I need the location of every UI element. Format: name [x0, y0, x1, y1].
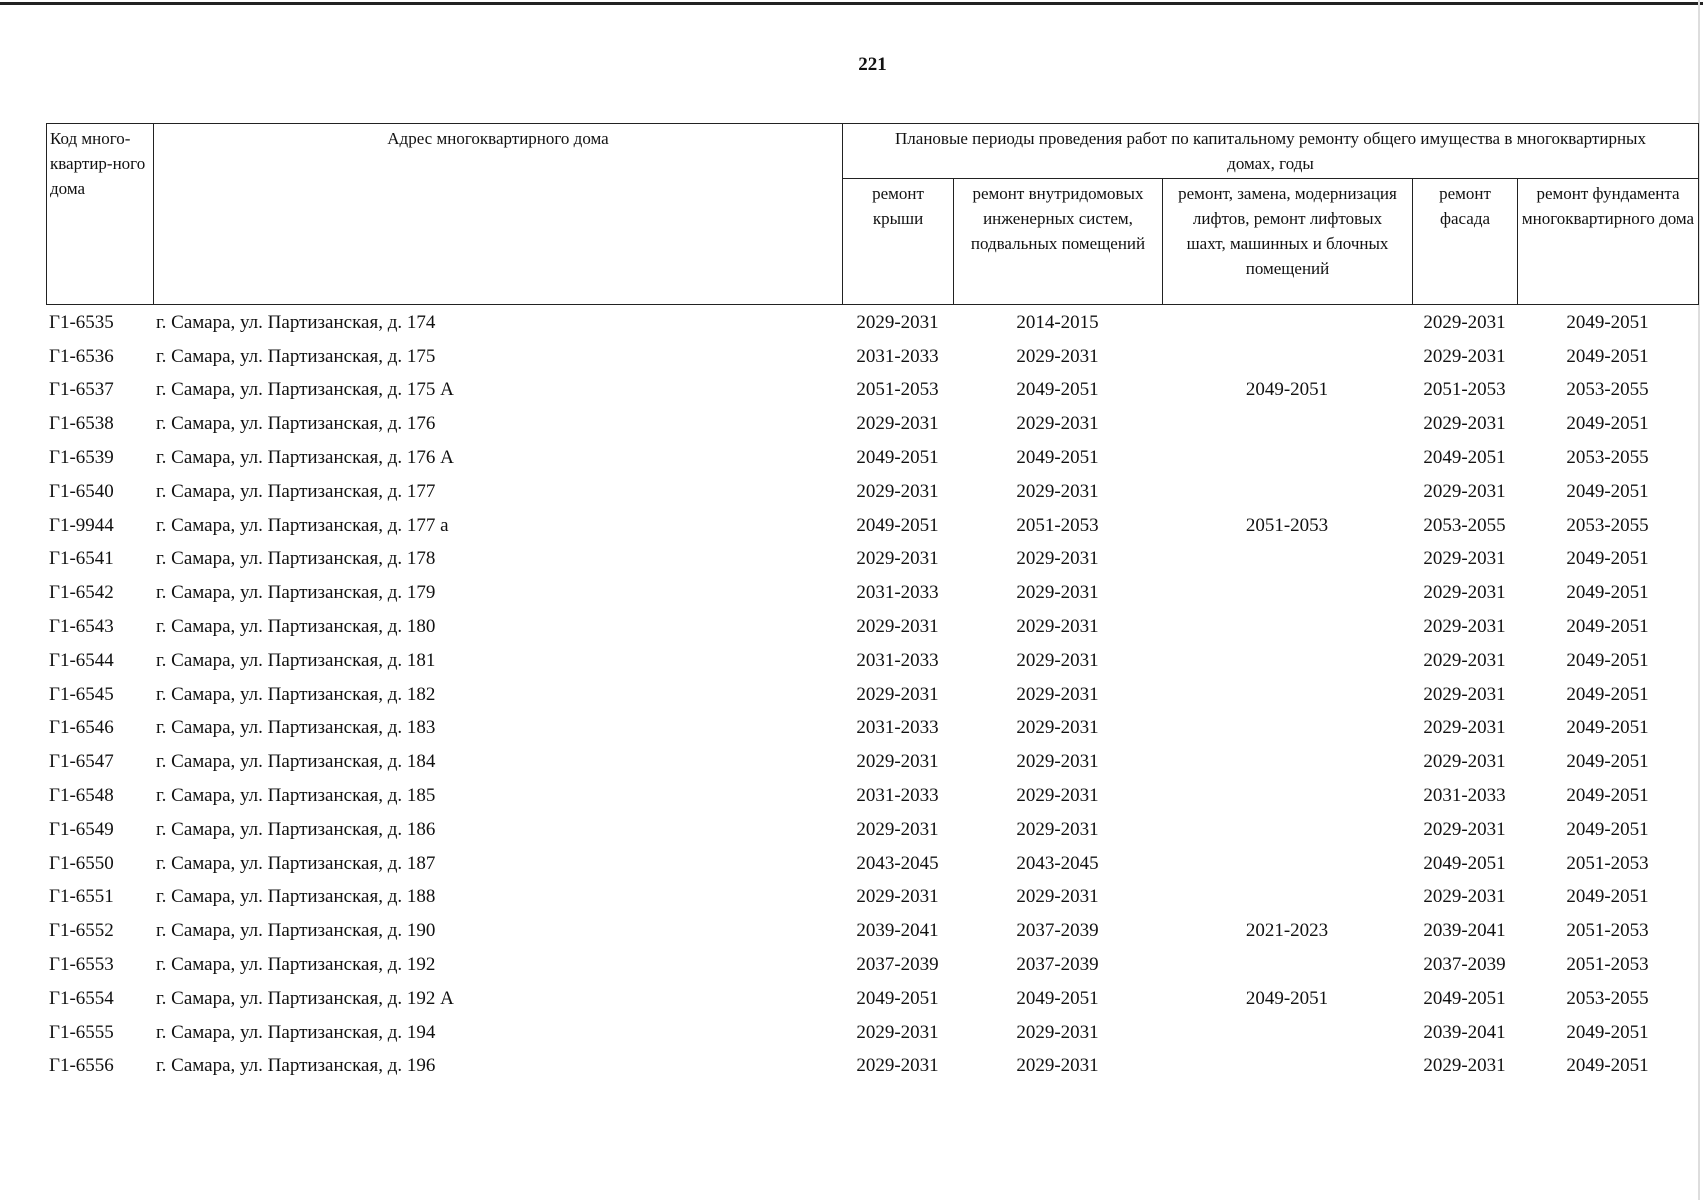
cell-facade: 2029-2031: [1423, 717, 1506, 739]
cell-systems: 2029-2031: [1016, 649, 1099, 671]
cell-code: Г1-6555: [49, 1021, 114, 1043]
table-row: [46, 644, 1698, 678]
data-table-body: [46, 306, 1698, 1083]
cell-facade: 2053-2055: [1423, 514, 1506, 536]
cell-elevators: 2049-2051: [1245, 379, 1329, 401]
cell-code: Г1-9944: [49, 514, 114, 536]
cell-code: Г1-6547: [49, 751, 114, 773]
cell-elevators: [1162, 441, 1412, 475]
cell-foundation: 2049-2051: [1566, 649, 1649, 671]
cell-elevators: [1162, 1016, 1412, 1050]
cell-code: Г1-6551: [49, 886, 114, 908]
table-row: [46, 340, 1698, 374]
cell-foundation: 2051-2053: [1566, 954, 1649, 976]
cell-foundation: 2053-2055: [1566, 987, 1649, 1009]
table-row: [46, 509, 1698, 543]
cell-systems: 2029-2031: [1016, 548, 1099, 570]
cell-elevators: [1162, 847, 1412, 881]
cell-facade: 2029-2031: [1423, 582, 1506, 604]
cell-address: г. Самара, ул. Партизанская, д. 176: [156, 413, 436, 435]
cell-address: г. Самара, ул. Партизанская, д. 188: [156, 886, 436, 908]
cell-facade: 2029-2031: [1423, 1055, 1506, 1077]
cell-elevators: [1162, 340, 1412, 374]
cell-address: г. Самара, ул. Партизанская, д. 183: [156, 717, 436, 739]
cell-systems: 2029-2031: [1016, 480, 1099, 502]
cell-elevators: 2049-2051: [1245, 987, 1329, 1009]
cell-code: Г1-6539: [49, 447, 114, 469]
cell-elevators: [1162, 543, 1412, 577]
cell-roof: 2049-2051: [856, 987, 939, 1009]
cell-code: Г1-6540: [49, 480, 114, 502]
cell-elevators: [1162, 407, 1412, 441]
cell-address: г. Самара, ул. Партизанская, д. 182: [156, 683, 436, 705]
cell-code: Г1-6549: [49, 818, 114, 840]
table-row: [46, 745, 1698, 779]
cell-facade: 2031-2033: [1423, 785, 1506, 807]
cell-facade: 2029-2031: [1423, 548, 1506, 570]
cell-roof: 2029-2031: [856, 818, 939, 840]
cell-facade: 2029-2031: [1423, 751, 1506, 773]
table-row: [46, 914, 1698, 948]
table-row: [46, 1016, 1698, 1050]
cell-foundation: 2049-2051: [1566, 582, 1649, 604]
cell-code: Г1-6553: [49, 954, 114, 976]
table-header: [46, 123, 1699, 305]
cell-code: Г1-6535: [49, 311, 114, 333]
cell-address: г. Самара, ул. Партизанская, д. 187: [156, 852, 436, 874]
cell-foundation: 2049-2051: [1566, 480, 1649, 502]
cell-roof: 2029-2031: [856, 311, 939, 333]
cell-address: г. Самара, ул. Партизанская, д. 179: [156, 582, 436, 604]
cell-facade: 2049-2051: [1423, 852, 1506, 874]
cell-systems: 2049-2051: [1016, 987, 1099, 1009]
cell-foundation: 2049-2051: [1566, 717, 1649, 739]
cell-code: Г1-6546: [49, 717, 114, 739]
table-row: [46, 374, 1698, 408]
cell-elevators: [1162, 475, 1412, 509]
cell-facade: 2039-2041: [1423, 1021, 1506, 1043]
cell-roof: 2029-2031: [856, 886, 939, 908]
cell-facade: 2029-2031: [1423, 818, 1506, 840]
cell-elevators: [1162, 576, 1412, 610]
cell-systems: 2051-2053: [1016, 514, 1099, 536]
cell-systems: 2049-2051: [1016, 447, 1099, 469]
cell-facade: 2051-2053: [1423, 379, 1506, 401]
cell-foundation: 2049-2051: [1566, 616, 1649, 638]
cell-facade: 2029-2031: [1423, 683, 1506, 705]
table-row: [46, 576, 1698, 610]
cell-systems: 2037-2039: [1016, 954, 1099, 976]
cell-systems: 2049-2051: [1016, 379, 1099, 401]
cell-roof: 2029-2031: [856, 1055, 939, 1077]
table-row: [46, 779, 1698, 813]
cell-systems: 2029-2031: [1016, 818, 1099, 840]
cell-code: Г1-6542: [49, 582, 114, 604]
cell-elevators: [1162, 610, 1412, 644]
cell-roof: 2029-2031: [856, 1021, 939, 1043]
cell-address: г. Самара, ул. Партизанская, д. 192 А: [156, 987, 454, 1009]
cell-address: г. Самара, ул. Партизанская, д. 190: [156, 920, 436, 942]
table-row: [46, 881, 1698, 915]
cell-address: г. Самара, ул. Партизанская, д. 178: [156, 548, 436, 570]
cell-address: г. Самара, ул. Партизанская, д. 176 А: [156, 447, 454, 469]
cell-systems: 2029-2031: [1016, 785, 1099, 807]
cell-roof: 2031-2033: [856, 345, 939, 367]
cell-foundation: 2049-2051: [1566, 1021, 1649, 1043]
cell-facade: 2039-2041: [1423, 920, 1506, 942]
table-row: [46, 306, 1698, 340]
table-row: [46, 948, 1698, 982]
cell-roof: 2049-2051: [856, 514, 939, 536]
table-row: [46, 678, 1698, 712]
cell-address: г. Самара, ул. Партизанская, д. 181: [156, 649, 436, 671]
table-row: [46, 475, 1698, 509]
cell-code: Г1-6548: [49, 785, 114, 807]
table-row: [46, 813, 1698, 847]
cell-code: Г1-6544: [49, 649, 114, 671]
cell-foundation: 2053-2055: [1566, 514, 1649, 536]
cell-elevators: 2021-2023: [1245, 920, 1329, 942]
header-systems: ремонт внутридомовых инженерных систем, подвальных помещений: [954, 179, 1163, 305]
cell-code: Г1-6556: [49, 1055, 114, 1077]
cell-facade: 2037-2039: [1423, 954, 1506, 976]
cell-roof: 2029-2031: [856, 751, 939, 773]
cell-roof: 2029-2031: [856, 413, 939, 435]
table-row: [46, 610, 1698, 644]
cell-foundation: 2049-2051: [1566, 1055, 1649, 1077]
cell-systems: 2014-2015: [1016, 311, 1099, 333]
cell-systems: 2043-2045: [1016, 852, 1099, 874]
cell-elevators: [1162, 881, 1412, 915]
cell-systems: 2029-2031: [1016, 1021, 1099, 1043]
cell-facade: 2049-2051: [1423, 987, 1506, 1009]
cell-address: г. Самара, ул. Партизанская, д. 196: [156, 1055, 436, 1077]
cell-roof: 2051-2053: [856, 379, 939, 401]
cell-elevators: [1162, 779, 1412, 813]
cell-foundation: 2053-2055: [1566, 379, 1649, 401]
cell-foundation: 2049-2051: [1566, 345, 1649, 367]
cell-address: г. Самара, ул. Партизанская, д. 174: [156, 311, 436, 333]
header-facade: ремонт фасада: [1413, 179, 1518, 305]
cell-roof: 2049-2051: [856, 447, 939, 469]
cell-roof: 2037-2039: [856, 954, 939, 976]
table-row: [46, 407, 1698, 441]
cell-facade: 2029-2031: [1423, 616, 1506, 638]
cell-systems: 2037-2039: [1016, 920, 1099, 942]
cell-systems: 2029-2031: [1016, 413, 1099, 435]
cell-foundation: 2049-2051: [1566, 548, 1649, 570]
cell-address: г. Самара, ул. Партизанская, д. 175: [156, 345, 436, 367]
cell-code: Г1-6538: [49, 413, 114, 435]
cell-roof: 2039-2041: [856, 920, 939, 942]
cell-roof: 2043-2045: [856, 852, 939, 874]
header-code: Код много-квартир-ного дома: [47, 124, 154, 305]
cell-facade: 2029-2031: [1423, 345, 1506, 367]
cell-address: г. Самара, ул. Партизанская, д. 194: [156, 1021, 436, 1043]
header-elevators: ремонт, замена, модернизация лифтов, ремонт лифтовых шахт, машинных и блочных помещений: [1163, 179, 1413, 305]
cell-elevators: [1162, 745, 1412, 779]
cell-foundation: 2049-2051: [1566, 311, 1649, 333]
cell-roof: 2031-2033: [856, 717, 939, 739]
cell-roof: 2031-2033: [856, 582, 939, 604]
cell-roof: 2029-2031: [856, 480, 939, 502]
cell-code: Г1-6543: [49, 616, 114, 638]
cell-systems: 2029-2031: [1016, 751, 1099, 773]
cell-code: Г1-6545: [49, 683, 114, 705]
cell-facade: 2029-2031: [1423, 480, 1506, 502]
header-periods-group: Плановые периоды проведения работ по капитальному ремонту общего имущества в многоквартирных домах, годы: [843, 124, 1699, 179]
cell-code: Г1-6550: [49, 852, 114, 874]
cell-address: г. Самара, ул. Партизанская, д. 175 А: [156, 379, 454, 401]
cell-systems: 2029-2031: [1016, 1055, 1099, 1077]
cell-foundation: 2049-2051: [1566, 818, 1649, 840]
header-address: Адрес многоквартирного дома: [154, 124, 843, 305]
cell-roof: 2031-2033: [856, 785, 939, 807]
cell-facade: 2029-2031: [1423, 311, 1506, 333]
cell-roof: 2029-2031: [856, 683, 939, 705]
cell-address: г. Самара, ул. Партизанская, д. 184: [156, 751, 436, 773]
table-row: [46, 441, 1698, 475]
table-row: [46, 847, 1698, 881]
cell-facade: 2049-2051: [1423, 447, 1506, 469]
cell-facade: 2029-2031: [1423, 413, 1506, 435]
cell-code: Г1-6552: [49, 920, 114, 942]
cell-foundation: 2049-2051: [1566, 683, 1649, 705]
cell-foundation: 2051-2053: [1566, 852, 1649, 874]
cell-address: г. Самара, ул. Партизанская, д. 177: [156, 480, 436, 502]
cell-elevators: [1162, 712, 1412, 746]
page-number: 221: [858, 54, 887, 75]
cell-systems: 2029-2031: [1016, 616, 1099, 638]
cell-roof: 2029-2031: [856, 548, 939, 570]
cell-facade: 2029-2031: [1423, 886, 1506, 908]
cell-foundation: 2051-2053: [1566, 920, 1649, 942]
header-roof: ремонт крыши: [843, 179, 954, 305]
cell-code: Г1-6554: [49, 987, 114, 1009]
cell-foundation: 2049-2051: [1566, 751, 1649, 773]
table-row: [46, 982, 1698, 1016]
cell-elevators: [1162, 813, 1412, 847]
header-foundation: ремонт фундамента многоквартирного дома: [1518, 179, 1699, 305]
cell-address: г. Самара, ул. Партизанская, д. 177 а: [156, 514, 449, 536]
cell-code: Г1-6537: [49, 379, 114, 401]
cell-systems: 2029-2031: [1016, 717, 1099, 739]
cell-code: Г1-6536: [49, 345, 114, 367]
cell-code: Г1-6541: [49, 548, 114, 570]
top-border-line: [0, 2, 1703, 5]
cell-elevators: [1162, 948, 1412, 982]
cell-foundation: 2049-2051: [1566, 886, 1649, 908]
cell-systems: 2029-2031: [1016, 886, 1099, 908]
table-row: [46, 712, 1698, 746]
cell-roof: 2029-2031: [856, 616, 939, 638]
cell-facade: 2029-2031: [1423, 649, 1506, 671]
cell-elevators: [1162, 1050, 1412, 1084]
cell-address: г. Самара, ул. Партизанская, д. 185: [156, 785, 436, 807]
cell-address: г. Самара, ул. Партизанская, д. 186: [156, 818, 436, 840]
table-row: [46, 543, 1698, 577]
cell-systems: 2029-2031: [1016, 582, 1099, 604]
cell-address: г. Самара, ул. Партизанская, д. 192: [156, 954, 436, 976]
cell-elevators: [1162, 306, 1412, 340]
cell-elevators: [1162, 678, 1412, 712]
cell-systems: 2029-2031: [1016, 345, 1099, 367]
cell-foundation: 2049-2051: [1566, 413, 1649, 435]
cell-foundation: 2049-2051: [1566, 785, 1649, 807]
cell-elevators: 2051-2053: [1245, 514, 1329, 536]
cell-address: г. Самара, ул. Партизанская, д. 180: [156, 616, 436, 638]
cell-elevators: [1162, 644, 1412, 678]
cell-systems: 2029-2031: [1016, 683, 1099, 705]
cell-foundation: 2053-2055: [1566, 447, 1649, 469]
table-row: [46, 1050, 1698, 1084]
cell-roof: 2031-2033: [856, 649, 939, 671]
